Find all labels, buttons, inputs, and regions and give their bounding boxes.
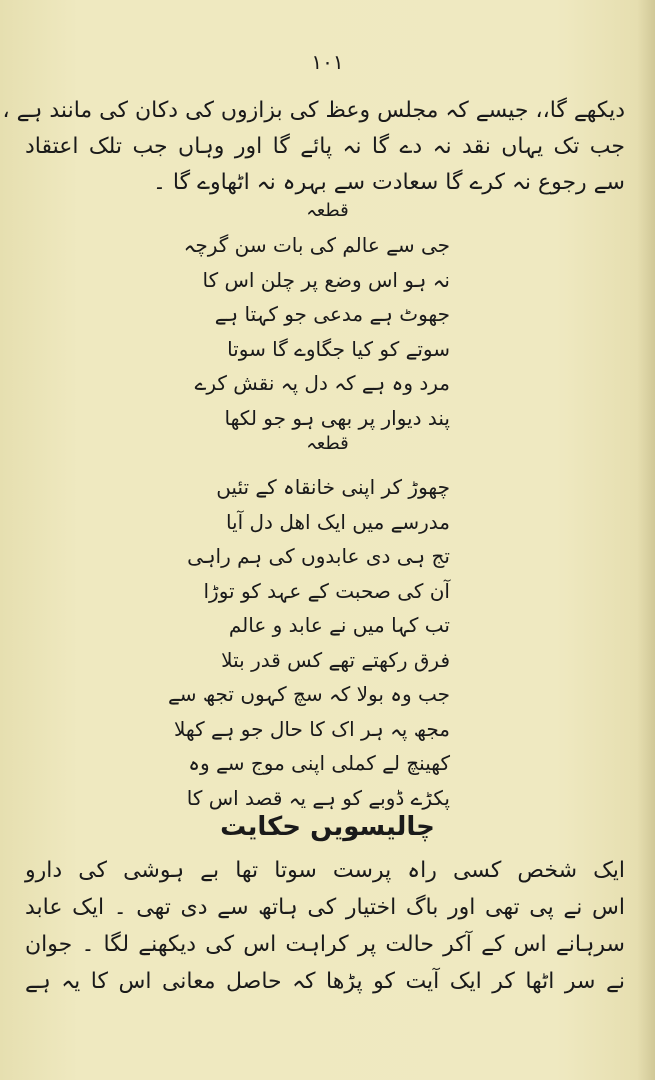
page-number: ۱۰۱ bbox=[311, 50, 344, 74]
text-line: دیکھے گا،، جیسے کہ مجلس وعظ کی بزازوں کی دکان کی مانند ہے ، bbox=[2, 98, 625, 123]
page-edge-shadow bbox=[637, 0, 655, 1080]
verse-line: تب کہا میں نے عابد و عالم bbox=[228, 613, 450, 637]
text-line: ایک شخص کسی راہ پرست سوتا تھا بے ہوشی کی دارو bbox=[25, 858, 625, 883]
text-line: اس نے پی تھی اور باگ اختیار کی ہاتھ سے دی تھی ۔ ایک عابد bbox=[25, 895, 625, 920]
verse-line: چھوڑ کر اپنی خانقاہ کے تئیں bbox=[216, 475, 450, 499]
verse-line: پکڑے ڈوبے کو ہے یہ قصد اس کا bbox=[186, 785, 450, 810]
verse-line: پند دیوار پر بھی ہو جو لکھا bbox=[224, 405, 450, 430]
verse-line: جھوٹ ہے مدعی جو کہتا ہے bbox=[214, 302, 450, 326]
chapter-title: چالیسویں حکایت bbox=[220, 812, 435, 842]
verse-line: آن کی صحبت کے عہد کو توڑا bbox=[203, 578, 450, 603]
text-line: سرہانے اس کے آکر حالت پر کراہت اس کی دیکھنے لگا ۔ جوان bbox=[25, 932, 625, 957]
text-line: سے رجوع نہ کرے گا سعادت سے بہرہ نہ اٹھاوے گا ۔ bbox=[153, 170, 625, 195]
text-line: نے سر اٹھا کر ایک آیت کو پڑھا کہ حاصل معانی اس کا یہ ہے bbox=[25, 969, 625, 994]
story-paragraph bbox=[25, 852, 625, 1000]
verse-line: نہ ہو اس وضع پر چلن اس کا bbox=[202, 267, 450, 292]
verse-line: تج ہی دی عابدوں کی ہم راہی bbox=[187, 544, 450, 568]
verse-line: جب وہ بولا کہ سچ کہوں تجھ سے bbox=[168, 682, 450, 706]
verse-line: مرد وہ ہے کہ دل پہ نقش کرے bbox=[194, 371, 450, 395]
verse-line: کھینچ لے کملی اپنی موج سے وہ bbox=[188, 751, 450, 775]
verse-line: جی سے عالم کی بات سن گرچہ bbox=[183, 233, 450, 257]
verse-block bbox=[168, 470, 450, 815]
verse-block bbox=[183, 228, 450, 435]
text-line: جب تک یہاں نقد نہ دے گا نہ پائے گا اور وہاں جب تلک اعتقاد bbox=[25, 134, 625, 159]
verse-line: مدرسے میں ایک اهل دل آیا bbox=[225, 509, 450, 534]
intro-paragraph bbox=[2, 93, 625, 201]
verse-line: سوتے کو کیا جگاوے گا سوتا bbox=[227, 336, 450, 361]
qita-heading: قطعہ bbox=[306, 433, 349, 454]
qita-heading: قطعہ bbox=[306, 200, 349, 221]
verse-line: مجھ پہ ہر اک کا حال جو ہے کھلا bbox=[173, 716, 450, 741]
verse-line: فرق رکھتے تھے کس قدر بتلا bbox=[221, 647, 450, 672]
